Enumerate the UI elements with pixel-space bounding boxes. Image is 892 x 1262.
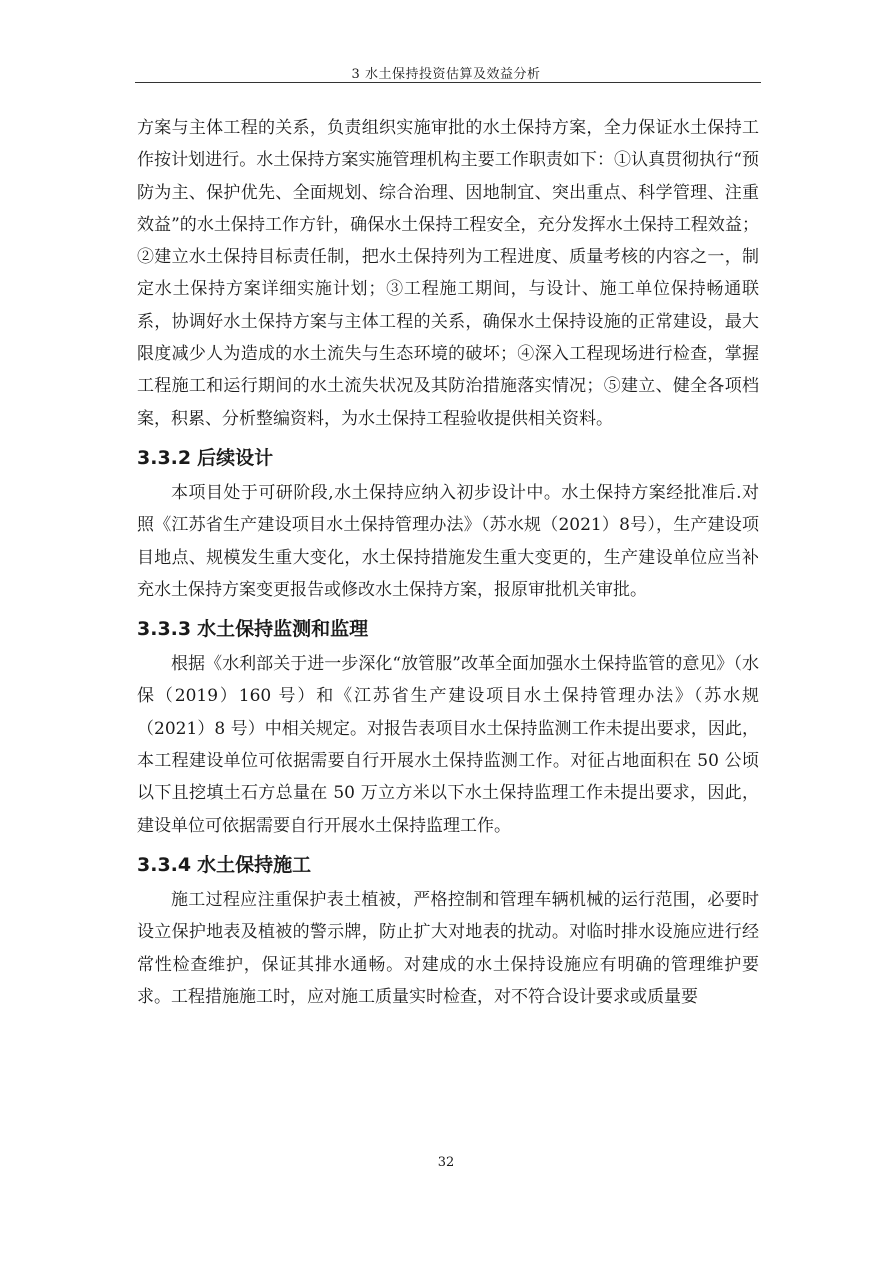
section-heading-3-3-3: [137, 615, 759, 643]
section-number: 3.3.4: [137, 853, 192, 876]
intro-paragraph: 方案与主体工程的关系，负责组织实施审批的水土保持方案，全力保证水土保持工作按计划进行。水土保持方案实施管理机构主要工作职责如下：①认真贯彻执行“预防为主、保护优先、全面规划、综合治理、因地制宜、突出重点、科学管理、注重效益”的水土保持工作方针，确保水土保持工程安全，充分发挥水土保持工程效益；②建立水土保持目标责任制，把水土保持列为工程进度、质量考核的内容之一，制定水土保持方案详细实施计划；③工程施工期间，与设计、施工单位保持畅通联系，协调好水土保持方案与主体工程的关系，确保水土保持设施的正常建设，最大限度减少人为造成的水土流失与生态环境的破坏；④深入工程现场进行检查，掌握工程施工和运行期间的水土流失状况及其防治措施落实情况；⑤建立、健全各项档案，积累、分析整编资料，为水土保持工程验收提供相关资料。: [137, 118, 759, 429]
page-body: [137, 112, 759, 1013]
section-title: 水土保持监测和监理: [197, 618, 369, 641]
running-header: 3 水土保持投资估算及效益分析: [351, 67, 541, 82]
section-number: 3.3.3: [137, 618, 192, 641]
section-title: 后续设计: [197, 446, 274, 469]
page-number: 32: [437, 1155, 455, 1170]
section-paragraph-3-3-3: 根据《水利部关于进一步深化“放管服”改革全面加强水土保持监管的意见》（水保（2019）160 号）和《江苏省生产建设项目水土保持管理办法》（苏水规（2021）8 号）中相关规定。对报告表项目水土保持监测工作未提出要求，因此，本工程建设单位可依据需要自行开展水土保持监测工作。对征占地面积在 50 公顷以下且挖填土石方总量在 50 万立方米以下水土保持监理工作未提出要求，因此，建设单位可依据需要自行开展水土保持监理工作。: [137, 654, 759, 836]
section-title: 水土保持施工: [197, 853, 312, 876]
section-paragraph-3-3-2: 本项目处于可研阶段,水土保持应纳入初步设计中。水土保持方案经批准后.对照《江苏省生产建设项目水土保持管理办法》（苏水规（2021）8号），生产建设项目地点、规模发生重大变化，水土保持措施发生重大变更的，生产建设单位应当补充水土保持方案变更报告或修改水土保持方案，报原审批机关审批。: [137, 482, 759, 600]
header-rule: [135, 82, 761, 83]
section-heading-3-3-4: [137, 851, 759, 879]
section-heading-3-3-2: [137, 444, 759, 472]
section-paragraph-3-3-4: 施工过程应注重保护表土植被，严格控制和管理车辆机械的运行范围，必要时设立保护地表及植被的警示牌，防止扩大对地表的扰动。对临时排水设施应进行经常性检查维护，保证其排水通畅。对建成的水土保持设施应有明确的管理维护要求。工程措施施工时，应对施工质量实时检查，对不符合设计要求或质量要: [137, 889, 759, 1007]
section-number: 3.3.2: [137, 446, 192, 469]
